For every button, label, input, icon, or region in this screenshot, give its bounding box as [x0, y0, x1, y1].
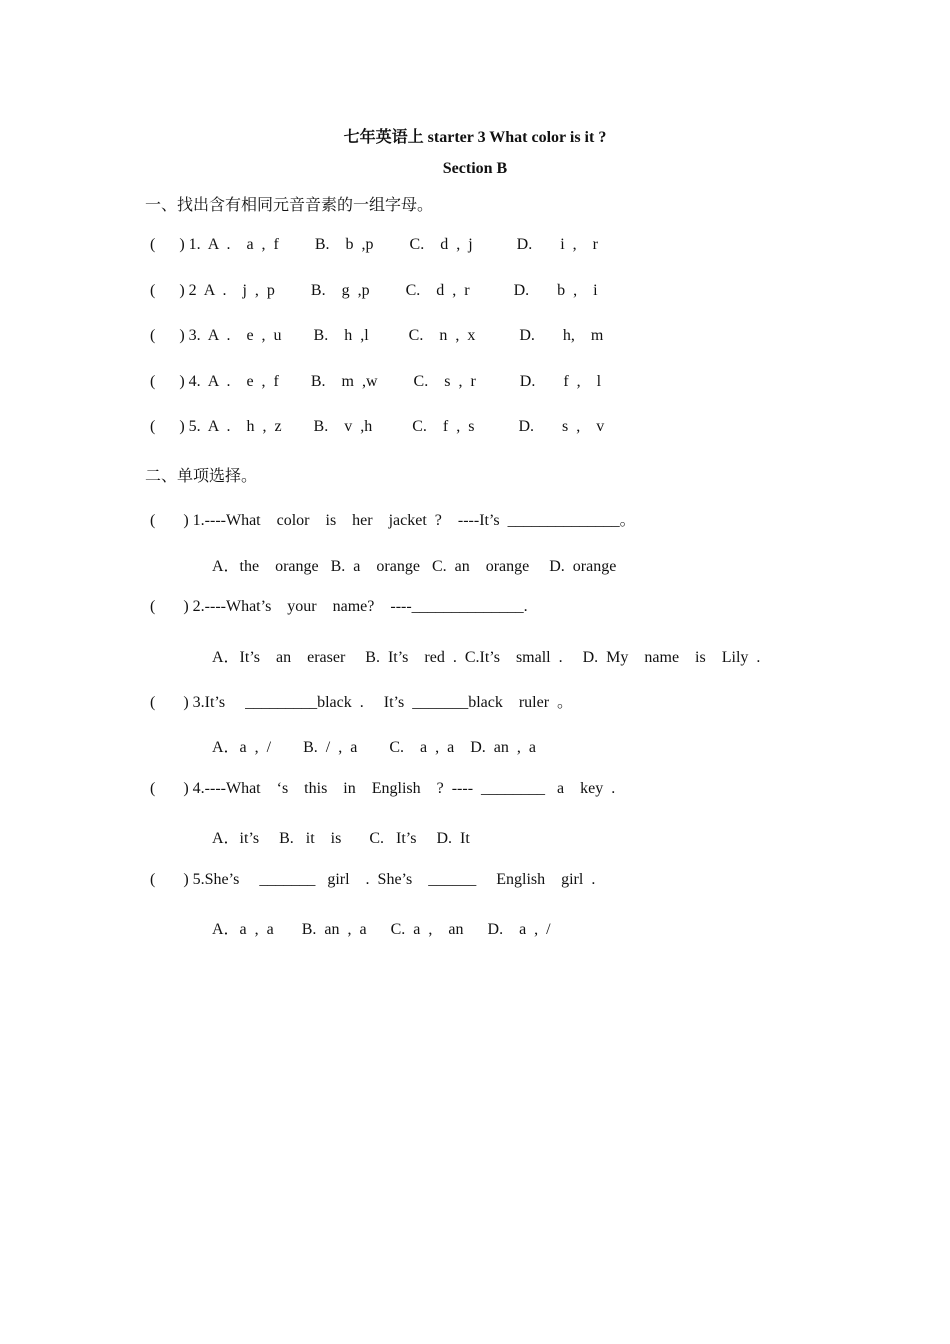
part1-item-2: ( ) 2 A . j , p B. g ,p C. d , r D. b , i — [150, 282, 598, 299]
part2-options-4: A．it’s B. it is C. It’s D. It — [212, 830, 470, 847]
part1-item-4: ( ) 4. A . e , f B. m ,w C. s , r D. f , l — [150, 373, 602, 390]
part2-options-1: A．the orange B. a orange C. an orange D. orange — [212, 558, 617, 575]
part2-question-5: ( ) 5.She’s _______ girl . She’s ______ English girl . — [150, 871, 596, 888]
part1-item-5: ( ) 5. A . h , z B. v ,h C. f , s D. s , v — [150, 418, 605, 435]
part2-question-1: ( ) 1.----What color is her jacket ? ----It’s ______________。 — [150, 512, 636, 529]
part2-options-3: A．a , / B. / , a C. a , a D. an , a — [212, 739, 536, 756]
part2-question-2: ( ) 2.----What’s your name? ----______________. — [150, 598, 528, 615]
part1-item-1: ( ) 1. A . a , f B. b ,p C. d , j D. i , r — [150, 236, 598, 253]
part2-options-5: A．a , a B. an , a C. a , an D. a , / — [212, 921, 551, 938]
part2-heading: 二、单项选择。 — [145, 468, 258, 485]
part2-question-3: ( ) 3.It’s _________black . It’s _______black ruler 。 — [150, 694, 574, 711]
page-title: 七年英语上 starter 3 What color is it ? — [343, 129, 607, 146]
part2-question-4: ( ) 4.----What ‘s this in English ? ---- ________ a key . — [150, 780, 616, 797]
part1-item-3: ( ) 3. A . e , u B. h ,l C. n , x D. h, m — [150, 327, 604, 344]
part2-options-2: A．It’s an eraser B. It’s red . C.It’s small . D. My name is Lily . — [212, 649, 761, 666]
section-title: Section B — [442, 160, 508, 177]
part1-heading: 一、找出含有相同元音音素的一组字母。 — [145, 197, 434, 214]
